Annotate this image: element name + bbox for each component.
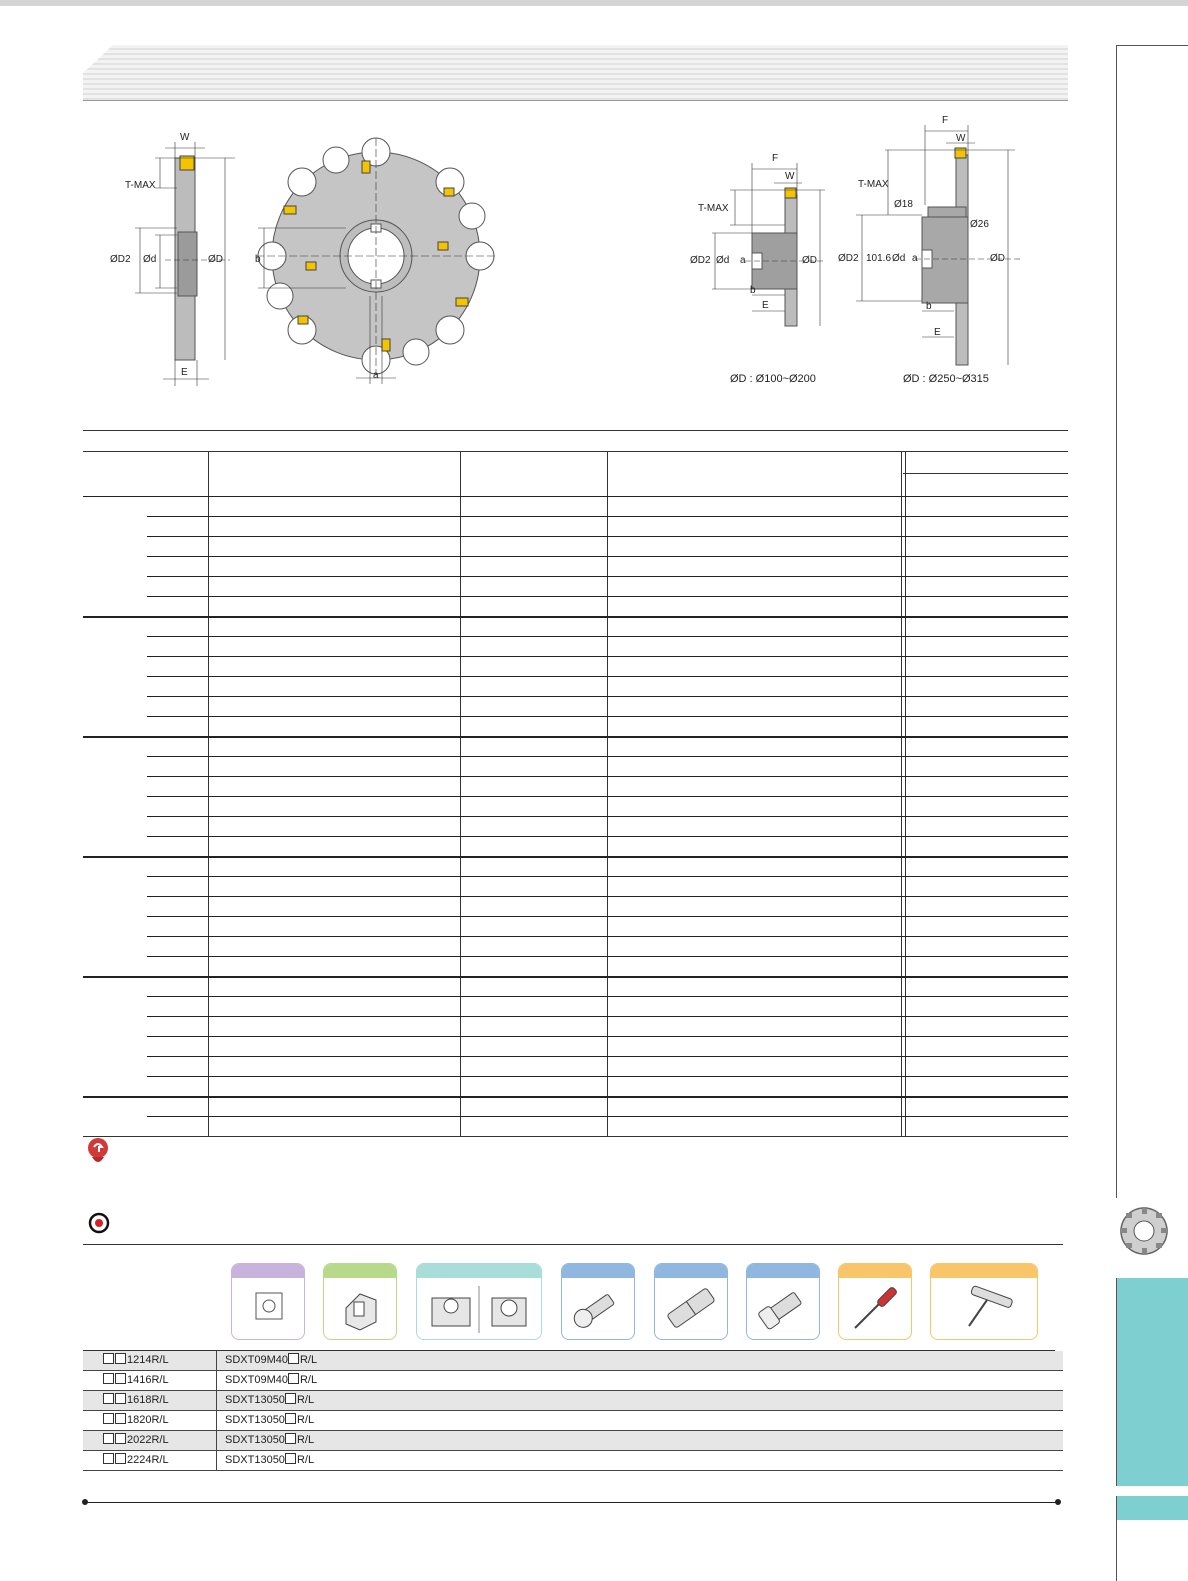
dim-T-max: T-MAX bbox=[125, 180, 156, 191]
insert-code: SDXT13050 R/L bbox=[216, 1391, 355, 1410]
dim-a-large: a bbox=[912, 253, 918, 264]
dim-E-large: E bbox=[934, 327, 941, 338]
side-divider bbox=[1116, 1520, 1117, 1581]
spec-row-line bbox=[147, 716, 1068, 717]
spec-row-line bbox=[147, 676, 1068, 677]
dim-b-large: b bbox=[926, 301, 932, 312]
spec-row-line bbox=[147, 596, 1068, 597]
part-code: 2224R/L bbox=[103, 1451, 213, 1470]
spec-row-line bbox=[147, 636, 1068, 637]
side-tab-active[interactable] bbox=[1116, 1278, 1188, 1486]
part-code: 2022R/L bbox=[103, 1431, 213, 1450]
cutter-drawing-left bbox=[105, 128, 505, 398]
spec-row-line bbox=[147, 656, 1068, 657]
spec-row-line bbox=[147, 816, 1068, 817]
spec-row-line bbox=[147, 876, 1068, 877]
dim-d: Ød bbox=[143, 254, 157, 265]
dim-101-6: 101.6 bbox=[866, 253, 892, 264]
insert-code: SDXT09M40 R/L bbox=[216, 1351, 355, 1370]
side-tab[interactable] bbox=[1116, 1496, 1188, 1520]
dim-W: W bbox=[180, 132, 190, 143]
clamp-screw-icon[interactable] bbox=[746, 1263, 820, 1340]
part-code: 1618R/L bbox=[103, 1391, 213, 1410]
table-top-rule bbox=[83, 430, 1068, 431]
spec-row-line bbox=[83, 856, 1068, 858]
spec-row-line bbox=[147, 556, 1068, 557]
dim-a: a bbox=[373, 370, 379, 381]
parts-rule bbox=[83, 1244, 1063, 1245]
dim-Tmax-small: T-MAX bbox=[698, 203, 729, 214]
dim-W-large: W bbox=[956, 133, 966, 144]
dim-E: E bbox=[181, 367, 188, 378]
cutter-thumbnail-icon[interactable] bbox=[1118, 1205, 1170, 1262]
dim-D2-small: ØD2 bbox=[690, 255, 711, 266]
spec-row-line bbox=[83, 976, 1068, 978]
note-icon bbox=[86, 1137, 110, 1172]
spec-row-line bbox=[147, 1076, 1068, 1077]
spec-row-line bbox=[147, 1056, 1068, 1057]
spec-row-line bbox=[147, 1016, 1068, 1017]
screw-icon[interactable] bbox=[561, 1263, 635, 1340]
footer-rule bbox=[84, 1502, 1060, 1503]
spec-row-line bbox=[147, 896, 1068, 897]
dim-D-small: ØD bbox=[802, 255, 817, 266]
dim-D-large: ØD bbox=[990, 253, 1005, 264]
wedge-icon[interactable] bbox=[416, 1263, 542, 1340]
spec-row-line bbox=[147, 1116, 1068, 1117]
dim-26: Ø26 bbox=[970, 219, 989, 230]
parts-row bbox=[83, 1451, 1063, 1471]
dim-Tmax-large: T-MAX bbox=[858, 179, 889, 190]
section-title-bar bbox=[83, 45, 1068, 101]
dim-D: ØD bbox=[208, 254, 223, 265]
dim-d-large: Ød bbox=[892, 253, 906, 264]
dim-d-small: Ød bbox=[716, 255, 730, 266]
dim-18: Ø18 bbox=[894, 199, 913, 210]
part-code: 1416R/L bbox=[103, 1371, 213, 1390]
caption-large-range: ØD : Ø250~Ø315 bbox=[903, 373, 989, 385]
parts-row bbox=[83, 1431, 1063, 1451]
spec-row-line bbox=[147, 516, 1068, 517]
dim-F-large: F bbox=[942, 115, 949, 126]
spec-row-line bbox=[147, 936, 1068, 937]
dim-b: b bbox=[255, 254, 261, 265]
record-icon bbox=[88, 1212, 110, 1239]
spec-row-line bbox=[147, 1036, 1068, 1037]
t-wrench-icon[interactable] bbox=[930, 1263, 1038, 1340]
caption-small-range: ØD : Ø100~Ø200 bbox=[730, 373, 816, 385]
spec-row-line bbox=[147, 996, 1068, 997]
spec-table bbox=[83, 451, 1068, 1137]
spec-row-line bbox=[147, 536, 1068, 537]
spec-row-line bbox=[83, 616, 1068, 618]
cutter-drawing-right bbox=[690, 115, 1060, 395]
double-screw-icon[interactable] bbox=[654, 1263, 728, 1340]
parts-row bbox=[83, 1371, 1063, 1391]
side-index-panel bbox=[1116, 45, 1188, 1198]
footer-dot-right bbox=[1055, 1499, 1061, 1505]
spec-row-line bbox=[83, 1096, 1068, 1098]
insert-code: SDXT13050 R/L bbox=[216, 1431, 355, 1450]
insert-code: SDXT09M40 R/L bbox=[216, 1371, 355, 1390]
locator-icon[interactable] bbox=[323, 1263, 397, 1340]
spec-row-line bbox=[147, 796, 1068, 797]
spec-row-line bbox=[83, 736, 1068, 738]
parts-row bbox=[83, 1411, 1063, 1431]
dim-b-small: b bbox=[750, 285, 756, 296]
dim-D2-large: ØD2 bbox=[838, 253, 859, 264]
insert-code: SDXT13050 R/L bbox=[216, 1411, 355, 1430]
spec-row-line bbox=[147, 836, 1068, 837]
part-code: 1820R/L bbox=[103, 1411, 213, 1430]
spec-row-line bbox=[147, 496, 1068, 497]
dim-F-small: F bbox=[772, 153, 779, 164]
dim-E-small: E bbox=[762, 300, 769, 311]
insert-code: SDXT13050 R/L bbox=[216, 1451, 355, 1470]
top-band bbox=[0, 0, 1188, 6]
dim-a-small: a bbox=[740, 255, 746, 266]
parts-row bbox=[83, 1391, 1063, 1411]
dim-D2: ØD2 bbox=[110, 254, 131, 265]
spec-row-line bbox=[147, 756, 1068, 757]
footer-dot-left bbox=[82, 1499, 88, 1505]
dim-W-small: W bbox=[785, 171, 795, 182]
spec-row-line bbox=[147, 776, 1068, 777]
spec-row-line bbox=[147, 956, 1068, 957]
spec-table-subheader bbox=[903, 451, 1068, 474]
parts-row bbox=[83, 1351, 1063, 1371]
spec-row-line bbox=[147, 576, 1068, 577]
spec-row-line bbox=[147, 696, 1068, 697]
screwdriver-icon[interactable] bbox=[838, 1263, 912, 1340]
spec-row-line bbox=[147, 916, 1068, 917]
part-code: 1214R/L bbox=[103, 1351, 213, 1370]
insert-icon[interactable] bbox=[231, 1263, 305, 1340]
